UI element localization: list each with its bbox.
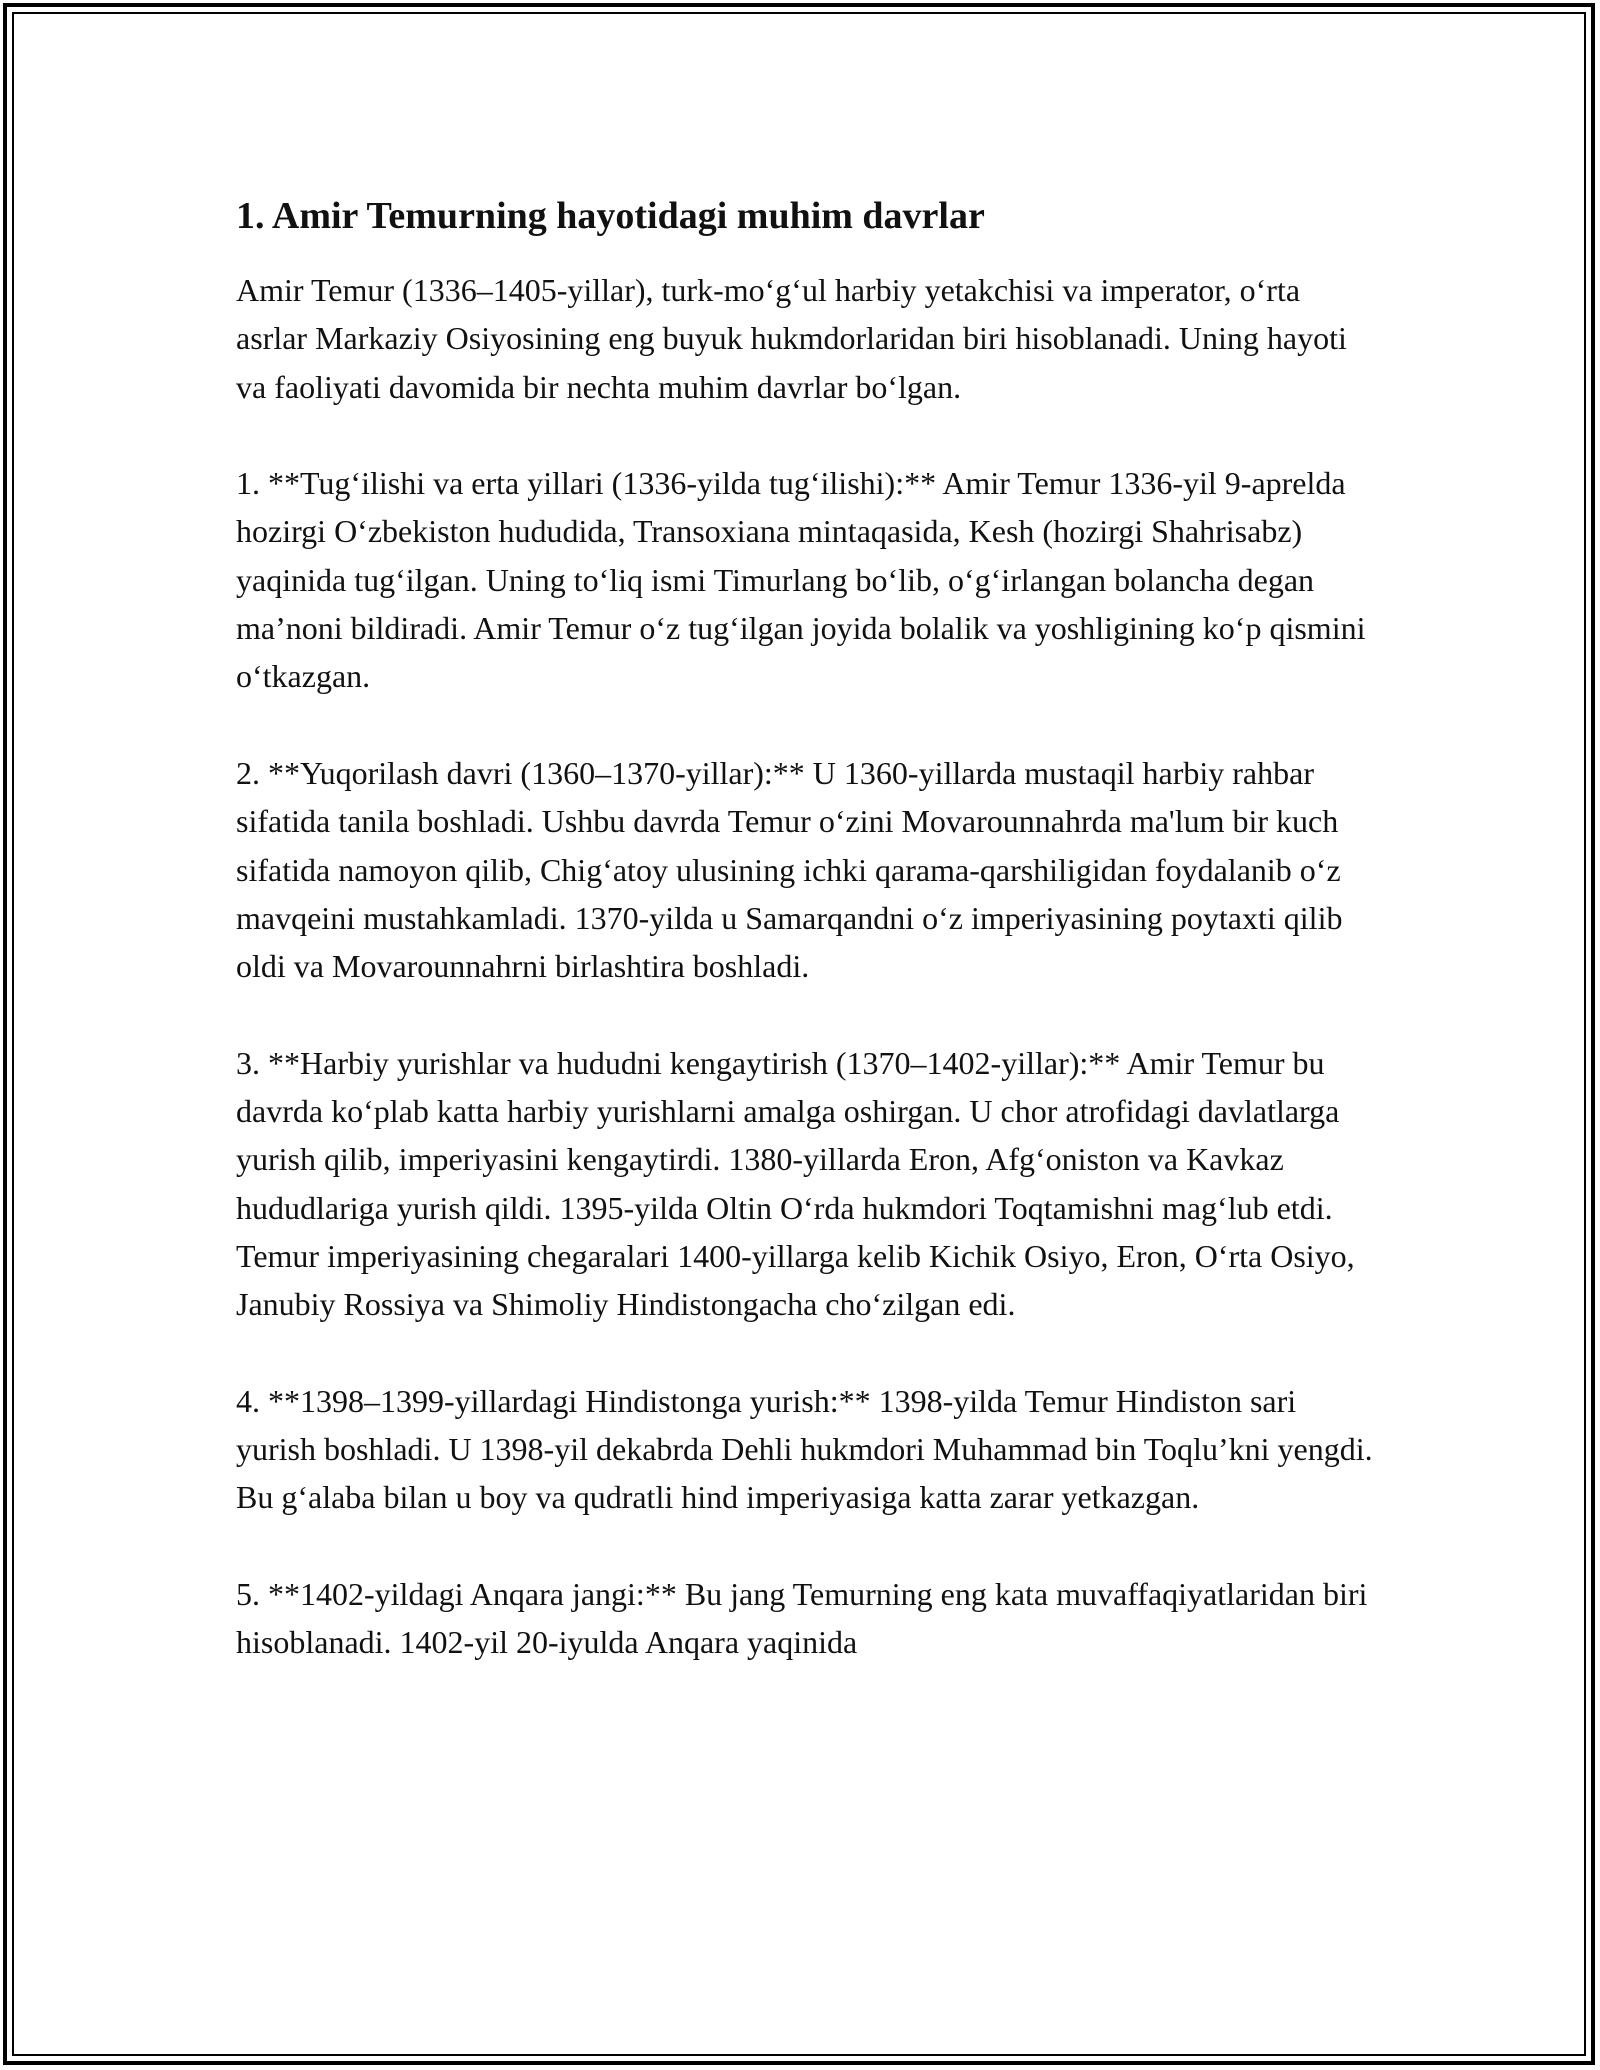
document-body	[236, 188, 1376, 1667]
paragraph-rise-period: 2. **Yuqorilash davri (1360–1370-yillar):** U 1360-yillarda mustaqil harbiy rahbar sifatida tanila boshladi. Ushbu davrda Temur o‘zini Movarounnahrda ma'lum bir kuch sifatida namoyon qilib, Chig‘atoy ulusining ichki qarama-qarshiligidan foydalanib o‘z mavqeini mustahkamladi. 1370-yilda u Samarqandni o‘z imperiyasining poytaxti qilib oldi va Movarounnahrni birlashtira boshladi.	[236, 754, 1343, 985]
paragraph-birth-early-years: 1. **Tug‘ilishi va erta yillari (1336-yilda tug‘ilishi):** Amir Temur 1336-yil 9-aprelda hozirgi O‘zbekiston hududida, Transoxiana mintaqasida, Kesh (hozirgi Shahrisabz) yaqinida tug‘ilgan. Uning to‘liq ismi Timurlang bo‘lib, o‘g‘irlangan bolancha degan ma’noni bildiradi. Amir Temur o‘z tug‘ilgan joyida bolalik va yoshligining ko‘p qismini o‘tkazgan.	[236, 465, 1366, 695]
intro-paragraph: Amir Temur (1336–1405-yillar), turk-mo‘g‘ul harbiy yetakchisi va imperator, o‘rta asrlar Markaziy Osiyosining eng buyuk hukmdorlaridan biri hisoblanadi. Uning hayoti va faoliyati davomida bir nechta muhim davrlar bo‘lgan.	[236, 272, 1347, 405]
section-title: 1. Amir Temurning hayotidagi muhim davrlar	[236, 195, 985, 237]
paragraph-india-campaign: 4. **1398–1399-yillardagi Hindistonga yurish:** 1398-yilda Temur Hindiston sari yurish boshladi. U 1398-yil dekabrda Dehli hukmdori Muhammad bin Toqlu’kni yengdi. Bu g‘alaba bilan u boy va qudratli hind imperiyasiga katta zarar yetkazgan.	[236, 1382, 1373, 1516]
paragraph-military-campaigns: 3. **Harbiy yurishlar va hududni kengaytirish (1370–1402-yillar):** Amir Temur bu davrda ko‘plab katta harbiy yurishlarni amalga oshirgan. U chor atrofidagi davlatlarga yurish qilib, imperiyasini kengaytirdi. 1380-yillarda Eron, Afg‘oniston va Kavkaz hududlariga yurish qildi. 1395-yilda Oltin O‘rda hukmdori Toqtamishni mag‘lub etdi. Temur imperiyasining chegaralari 1400-yillarga kelib Kichik Osiyo, Eron, O‘rta Osiyo, Janubiy Rossiya va Shimoliy Hindistongacha cho‘zilgan edi.	[236, 1044, 1355, 1323]
paragraph-ankara-battle: 5. **1402-yildagi Anqara jangi:** Bu jang Temurning eng kata muvaffaqiyatlaridan biri hisoblanadi. 1402-yil 20-iyulda Anqara yaqinida	[236, 1576, 1368, 1661]
